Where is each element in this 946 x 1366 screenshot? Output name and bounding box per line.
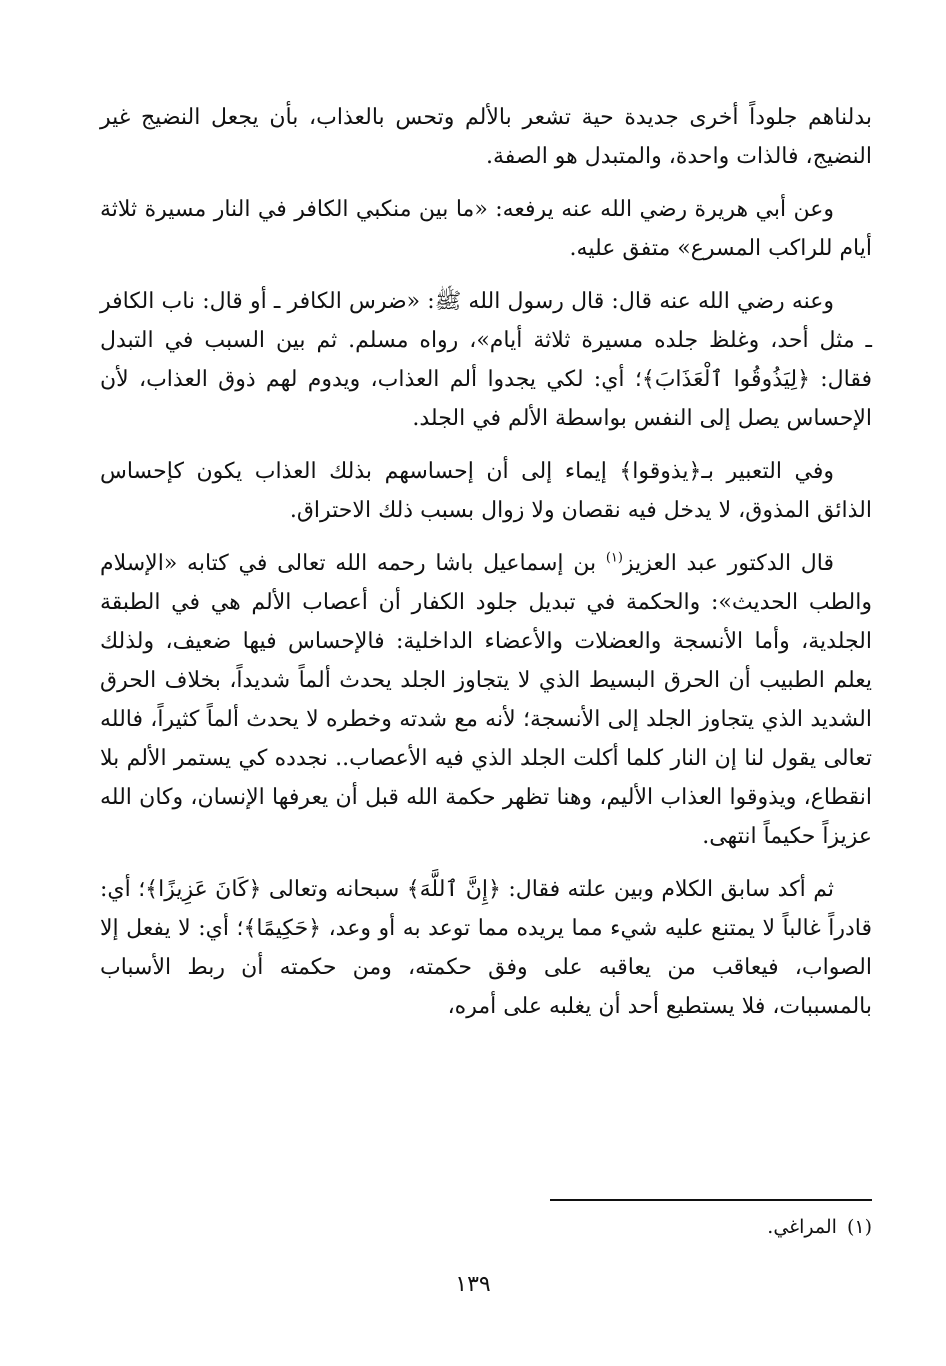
paragraph-6: ثم أكد سابق الكلام وبين علته فقال: ﴿إِنَّ ٱللَّهَ﴾ سبحانه وتعالى ﴿كَانَ عَزِيزًا﴾؛ أي: قادراً غالباً لا يمتنع عليه شيء مما يريده مما توعد به أو وعد، ﴿حَكِيمًا﴾؛ أي: لا يفعل إلا الصواب، فيعاقب من يعاقبه على وفق حكمته، ومن حكمته أن ربط الأسباب بالمسببات، فلا يستطيع أحد أن يغلبه على أمره، [100, 877, 872, 1019]
paragraph-5 [100, 544, 872, 856]
paragraph-5-rest: بن إسماعيل باشا رحمه الله تعالى في كتابه «الإسلام والطب الحديث»: والحكمة في تبديل جلود الكفار أن أعصاب الألم هي في الطبقة الجلدية، وأما الأنسجة والعضلات والأعضاء الداخلية: فالإحساس فيها ضعيف، ولذلك يعلم الطبيب أن الحرق البسيط الذي لا يتجاوز الجلد يحدث ألماً شديداً، بخلاف الحرق الشديد الذي يتجاوز الجلد إلى الأنسجة؛ لأنه مع شدته وخطره لا يحدث ألماً كثيراً، فالله تعالى يقول لنا إن النار كلما أكلت الجلد الذي فيه الأعصاب.. نجدده كي يستمر الألم بلا انقطاع، ويذوقوا العذاب الأليم، وهنا تظهر حكمة الله قبل أن يعرفها الإنسان، وكان الله عزيزاً حكيماً انتهى. [100, 551, 872, 849]
main-text [100, 98, 872, 1040]
paragraph-3: وعنه رضي الله عنه قال: قال رسول الله ﷺ: «ضرس الكافر ـ أو قال: ناب الكافر ـ مثل أحد، وغلظ جلده مسيرة ثلاثة أيام»، رواه مسلم. ثم بين السبب في التبدل فقال: ﴿لِيَذُوقُوا ٱلْعَذَابَ﴾؛ أي: لكي يجدوا ألم العذاب، ويدوم لهم ذوق العذاب، لأن الإحساس يصل إلى النفس بواسطة الألم في الجلد. [100, 289, 872, 431]
footnote-text: المراغي. [767, 1216, 837, 1238]
footnote-divider [550, 1199, 872, 1201]
footnote [100, 1212, 872, 1242]
paragraph-5-start: قال الدكتور عبد العزيز [622, 551, 834, 576]
footnote-reference[interactable]: (١) [605, 550, 623, 566]
page-number: ١٣٩ [455, 1272, 491, 1297]
paragraph-2: وعن أبي هريرة رضي الله عنه يرفعه: «ما بين منكبي الكافر في النار مسيرة ثلاثة أيام للراكب المسرع» متفق عليه. [100, 197, 872, 261]
paragraph-1: بدلناهم جلوداً أخرى جديدة حية تشعر بالألم وتحس بالعذاب، بأن يجعل النضيج غير النضيج، فالذات واحدة، والمتبدل هو الصفة. [100, 105, 872, 169]
footnote-number: (١) [846, 1216, 872, 1238]
paragraph-4: وفي التعبير بـ﴿يذوقوا﴾ إيماء إلى أن إحساسهم بذلك العذاب يكون كإحساس الذائق المذوق، لا يدخل فيه نقصان ولا زوال بسبب ذلك الاحتراق. [100, 459, 872, 523]
